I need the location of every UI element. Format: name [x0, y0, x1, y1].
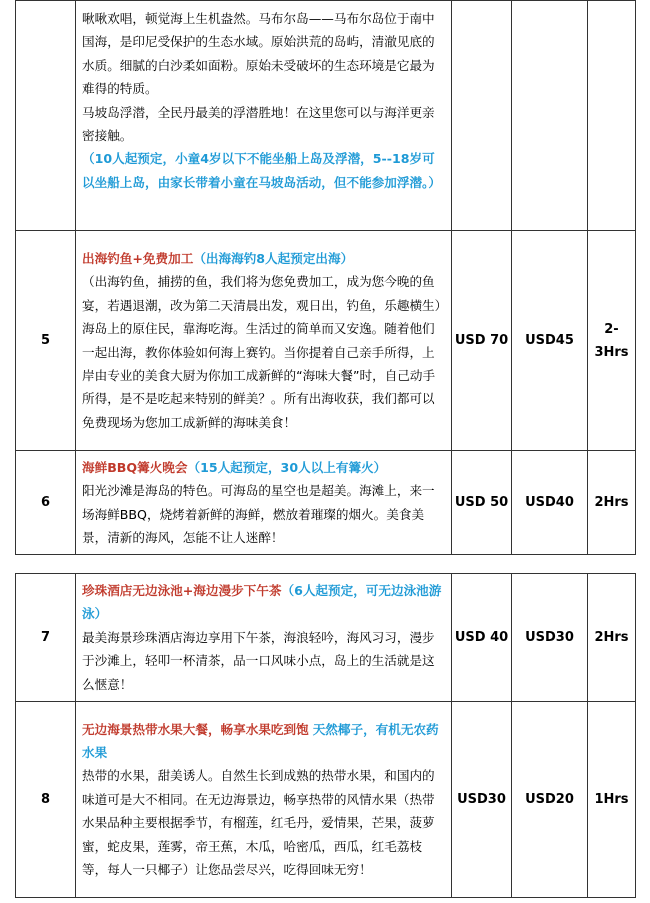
duration: 2Hrs [588, 574, 636, 702]
price-adult: USD 40 [452, 574, 512, 702]
activity-title: 无边海景热带水果大餐，畅享水果吃到饱 [82, 721, 309, 737]
activity-description [76, 574, 452, 702]
activity-description [76, 1, 452, 231]
booking-note: （10人起预定，小童4岁以下不能坐船上岛及浮潜，5--18岁可以坐船上岛，由家长带着小童在马坡岛活动，但不能参加浮潜。） [82, 151, 441, 190]
description-paragraph: 啾啾欢唱，顿觉海上生机盎然。马布尔岛——马布尔岛位于南中国海，是印尼受保护的生态水域。原始洪荒的岛屿，清澈见底的水质。细腻的白沙柔如面粉。原始未受破坏的生态环境是它最为难得的特质。 [82, 11, 435, 97]
itinerary-table-sheet [15, 0, 635, 898]
price-child: USD20 [512, 702, 588, 898]
table-row [16, 231, 636, 451]
price-child: USD30 [512, 574, 588, 702]
row-number: 7 [16, 574, 76, 702]
activity-condition: （6人起预定，可无边泳池游泳） [82, 582, 442, 622]
activity-table [15, 0, 636, 555]
description-paragraph: 最美海景珍珠酒店海边享用下午茶，海浪轻吟，海风习习，漫步于沙滩上，轻叩一杯清茶，品一口风味小点，岛上的生活就是这么惬意！ [82, 629, 435, 692]
activity-title: 珍珠酒店无边泳池+海边漫步下午茶 [82, 582, 282, 598]
price-adult: USD 70 [452, 231, 512, 451]
row-number: 5 [16, 231, 76, 451]
activity-table-continued [15, 573, 636, 898]
row-number [16, 1, 76, 231]
activity-title: 出海钓鱼+免费加工 [82, 250, 194, 266]
table-row [16, 574, 636, 702]
price-child: USD40 [512, 451, 588, 555]
table-row [16, 702, 636, 898]
price-adult: USD30 [452, 702, 512, 898]
activity-description [76, 702, 452, 898]
description-paragraph: （出海钓鱼，捕捞的鱼，我们将为您免费加工，成为您今晚的鱼宴，若遇退潮，改为第二天清晨出发，观日出，钓鱼，乐趣横生）海岛上的原住民，靠海吃海。生活过的简单而又安逸。随着他们一起出海，教你体验如何海上赛钓。当你提着自己亲手所得，上岸由专业的美食大厨为你加工成新鲜的“海味大餐”时，自己动手所得，是不是吃起来特别的鲜美？。所有出海收获，我们都可以免费现场为您加工成新鲜的海味美食！ [82, 274, 441, 430]
activity-description [76, 231, 452, 451]
activity-condition: 天然椰子，有机无农药水果 [82, 721, 439, 760]
price-adult: USD 50 [452, 451, 512, 555]
activity-condition: （15人起预定，30人以上有篝火） [187, 459, 387, 475]
activity-title: 海鲜BBQ篝火晚会 [82, 459, 188, 475]
activity-description [76, 451, 452, 555]
duration: 2Hrs [588, 451, 636, 555]
duration [588, 1, 636, 231]
table-row [16, 451, 636, 555]
price-child: USD45 [512, 231, 588, 451]
row-number: 6 [16, 451, 76, 555]
page-gap [15, 555, 635, 573]
description-paragraph: 马坡岛浮潜，全民丹最美的浮潜胜地！在这里您可以与海洋更亲密接触。 [82, 104, 435, 144]
row-number: 8 [16, 702, 76, 898]
description-paragraph: 热带的水果，甜美诱人。自然生长到成熟的热带水果，和国内的味道可是大不相同。在无边海景边，畅享热带的风情水果（热带水果品种主要根据季节，有榴莲，红毛丹，爱情果，芒果，菠萝蜜，蛇皮果，莲雾，帝王蕉，木瓜，哈密瓜，西瓜，红毛荔枝等，每人一只椰子）让您品尝尽兴，吃得回味无穷！ [82, 768, 435, 878]
activity-condition: （出海海钓8人起预定出海） [193, 250, 354, 266]
duration: 2-3Hrs [588, 231, 636, 451]
duration: 1Hrs [588, 702, 636, 898]
table-row [16, 1, 636, 231]
price-adult [452, 1, 512, 231]
description-paragraph: 阳光沙滩是海岛的特色。可海岛的星空也是超美。海滩上，来一场海鲜BBQ，烧烤着新鲜的海鲜，燃放着璀璨的烟火。美食美景，清新的海风，怎能不让人迷醉！ [82, 483, 435, 545]
price-child [512, 1, 588, 231]
